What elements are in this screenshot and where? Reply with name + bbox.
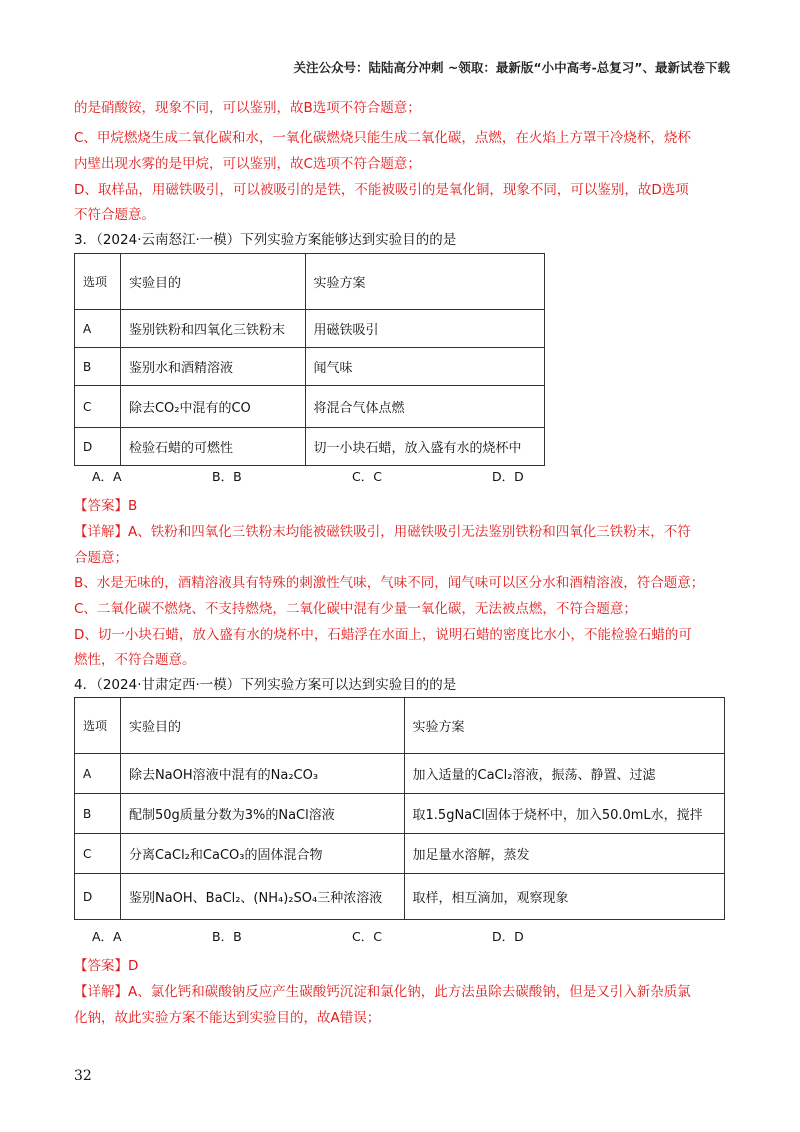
header-purpose: 实验目的 [120, 698, 404, 754]
header-plan: 实验方案 [305, 254, 544, 310]
cell-option: A [75, 310, 121, 348]
cell-plan: 用磁铁吸引 [305, 310, 544, 348]
table-row [75, 834, 725, 874]
table-row [75, 754, 725, 794]
cell-plan: 加足量水溶解，蒸发 [404, 834, 724, 874]
header-option: 选项 [75, 254, 121, 310]
header-purpose: 实验目的 [120, 254, 305, 310]
explain-line: C、二氧化碳不燃烧、不支持燃烧，二氧化碳中混有少量一氧化碳，无法被点燃，不符合题意； [74, 601, 637, 617]
table-row [75, 386, 545, 428]
cell-plan: 切一小块石蜡，放入盛有水的烧杯中 [305, 428, 544, 466]
cell-option: A [75, 754, 121, 794]
option-b: B．B [212, 469, 242, 484]
option-c: C．C [352, 929, 382, 944]
answer-3: 【答案】B [74, 498, 138, 514]
page-number: 32 [74, 1068, 92, 1084]
cell-option: B [75, 794, 121, 834]
cell-purpose: 鉴别水和酒精溶液 [120, 348, 305, 386]
cell-purpose: 除去CO₂中混有的CO [120, 386, 305, 428]
cell-purpose: 除去NaOH溶液中混有的Na₂CO₃ [120, 754, 404, 794]
explain-line: B、水是无味的，酒精溶液具有特殊的刺激性气味，气味不同，闻气味可以区分水和酒精溶液，符合题意； [74, 575, 705, 591]
answer-4: 【答案】D [74, 958, 139, 974]
cell-purpose: 分离CaCl₂和CaCO₃的固体混合物 [120, 834, 404, 874]
cell-purpose: 鉴别NaOH、BaCl₂、(NH₄)₂SO₄三种浓溶液 [120, 874, 404, 920]
question-3-table [74, 253, 545, 466]
header-option: 选项 [75, 698, 121, 754]
table-row [75, 428, 545, 466]
table-row [75, 794, 725, 834]
explain-line: 不符合题意。 [74, 207, 155, 223]
cell-plan: 闻气味 [305, 348, 544, 386]
cell-option: D [75, 428, 121, 466]
cell-option: D [75, 874, 121, 920]
question-4-title: 4．（2024·甘肃定西·一模）下列实验方案可以达到实验目的的是 [74, 677, 457, 693]
cell-purpose: 检验石蜡的可燃性 [120, 428, 305, 466]
explain-line: 合题意； [74, 550, 128, 566]
header-plan: 实验方案 [404, 698, 724, 754]
option-c: C．C [352, 469, 382, 484]
option-b: B．B [212, 929, 242, 944]
cell-purpose: 配制50g质量分数为3%的NaCl溶液 [120, 794, 404, 834]
table-row [75, 310, 545, 348]
cell-plan: 取样，相互滴加，观察现象 [404, 874, 724, 920]
explain-line: D、取样品，用磁铁吸引，可以被吸引的是铁，不能被吸引的是氧化铜，现象不同，可以鉴别，故D选项 [74, 182, 689, 198]
option-d: D．D [492, 929, 524, 944]
explain-line: 【详解】A、铁粉和四氧化三铁粉末均能被磁铁吸引，用磁铁吸引无法鉴别铁粉和四氧化三铁粉末，不符 [74, 524, 691, 540]
question-4-table [74, 697, 725, 920]
explain-line: C、甲烷燃烧生成二氧化碳和水，一氧化碳燃烧只能生成二氧化碳，点燃，在火焰上方罩干冷烧杯，烧杯 [74, 130, 691, 146]
option-a: A．A [92, 929, 122, 944]
table-header-row [75, 254, 545, 310]
cell-purpose: 鉴别铁粉和四氧化三铁粉末 [120, 310, 305, 348]
explain-line: 的是硝酸铵，现象不同，可以鉴别，故B选项不符合题意； [74, 100, 421, 116]
option-d: D．D [492, 469, 524, 484]
cell-plan: 取1.5gNaCl固体于烧杯中，加入50.0mL水，搅拌 [404, 794, 724, 834]
cell-plan: 将混合气体点燃 [305, 386, 544, 428]
page-header: 关注公众号：陆陆高分冲刺 ~领取：最新版“小中高考-总复习”、最新试卷下载 [293, 60, 730, 75]
table-row [75, 348, 545, 386]
table-row [75, 874, 725, 920]
option-a: A．A [92, 469, 122, 484]
explain-line: 内壁出现水雾的是甲烷，可以鉴别，故C选项不符合题意； [74, 156, 421, 172]
explain-line: D、切一小块石蜡，放入盛有水的烧杯中，石蜡浮在水面上，说明石蜡的密度比水小，不能检验石蜡的可 [74, 627, 692, 643]
cell-option: C [75, 386, 121, 428]
explain-line: 化钠，故此实验方案不能达到实验目的，故A错误； [74, 1010, 381, 1026]
explain-line: 燃性，不符合题意。 [74, 652, 196, 668]
cell-plan: 加入适量的CaCl₂溶液，振荡、静置、过滤 [404, 754, 724, 794]
question-3-title: 3．（2024·云南怒江·一模）下列实验方案能够达到实验目的的是 [74, 232, 457, 248]
cell-option: C [75, 834, 121, 874]
table-header-row [75, 698, 725, 754]
explain-line: 【详解】A、氯化钙和碳酸钠反应产生碳酸钙沉淀和氯化钠，此方法虽除去碳酸钠，但是又引入新杂质氯 [74, 984, 691, 1000]
cell-option: B [75, 348, 121, 386]
